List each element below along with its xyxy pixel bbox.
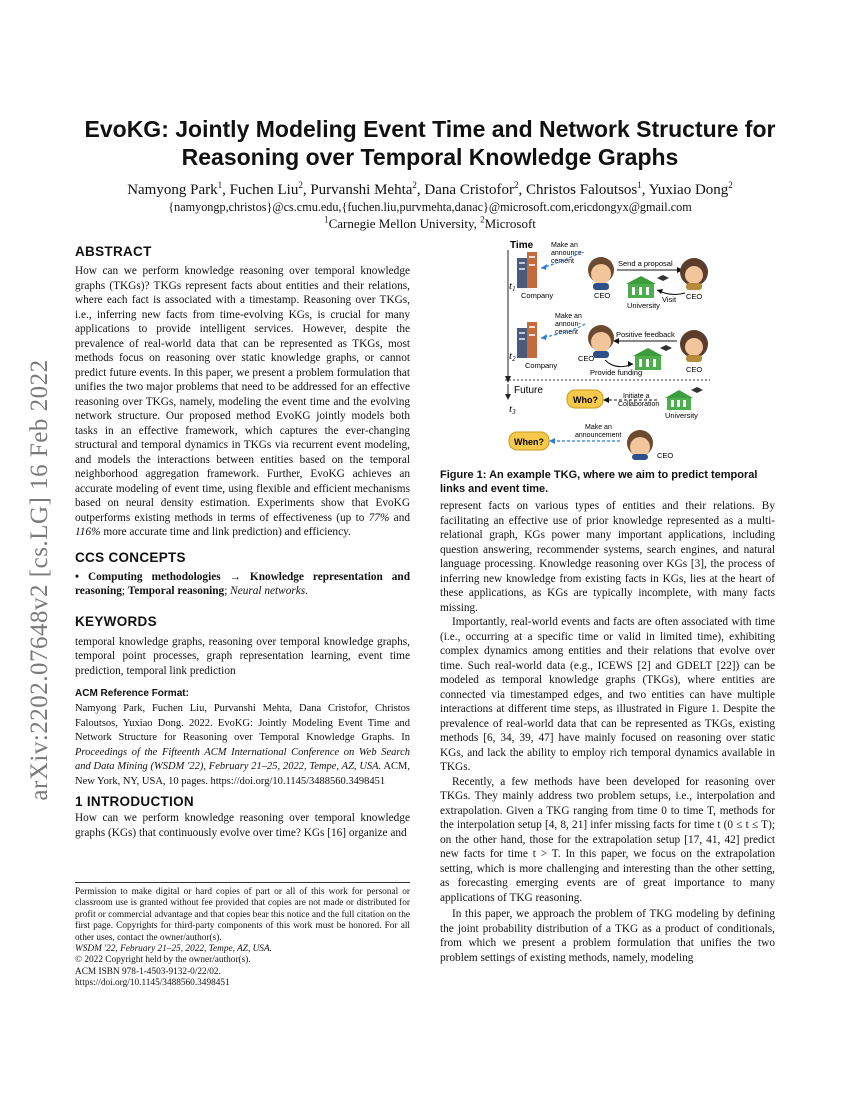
svg-text:CEO: CEO [657, 451, 674, 460]
university-icon-3 [665, 387, 703, 410]
acm-ref-heading: ACM Reference Format: [75, 688, 189, 699]
university-label-3: University [665, 411, 698, 420]
author-list [80, 181, 780, 199]
positive-feedback-label: Positive feedback [616, 330, 675, 339]
arxiv-stamp [20, 300, 60, 860]
ann-2-l3: cement [555, 329, 578, 336]
author: Dana Cristofor$^2$, [424, 180, 526, 198]
paper-title [80, 115, 780, 171]
ceo-avatar-4 [680, 330, 708, 362]
doi-text: https://doi.org/10.1145/3488560.3498451 [75, 978, 230, 989]
initiate-l2: Collaboration [618, 401, 660, 408]
right-column [440, 499, 775, 965]
intro-paragraph-1: represent facts on various types of entities and their relations. By facilitating an effective use of prior knowledge represented as a multi-relational graph, KGs power many important applications, including question answering, recommender systems, search engines, and natural language processing. Knowledge reasoning over KGs [3], the process of inferring new knowledge from existing facts in KGs, lies at the heart of these applications, as KGs are typically incomplete, with many facts missing. [440, 500, 775, 614]
arxiv-id: arXiv:2202.07648v2 [cs.LG] 16 Feb 2022 [26, 359, 53, 801]
intro-paragraph-2: Importantly, real-world events and facts are often associated with time (i.e., occurring at a specific time or valid in limited time), exhibiting complex dynamics among entities and their relations that evolve over time. Such real-world data (e.g., ICEWS [2] and GDELT [22]) can be modeled as temporal knowledge graphs (TKGs), where entities are connected via timestamped edges, and two entities can have multiple interactions at different time steps, as illustrated in Figure 1. Despite the prevalence of real-world data that can be represented as TKGs, existing methods [6, 34, 39, 47] have mainly focused on reasoning over static KGs, and lack the ability to employ rich temporal dynamics available in TKGs. [440, 616, 775, 773]
intro-left-text: How can we perform knowledge reasoning over temporal knowledge graphs (KGs) that continuously evolve over time? KGs [16] organize and [75, 812, 410, 839]
svg-text:CEO: CEO [686, 292, 703, 301]
send-proposal-label: Send a proposal [618, 259, 673, 268]
ann-3-l2: announcement [575, 432, 622, 439]
title-line-2: Reasoning over Temporal Knowledge Graphs [181, 144, 679, 170]
time-label: Time [510, 240, 534, 251]
ccs-heading: CCS CONCEPTS [75, 549, 186, 565]
future-label: Future [514, 385, 543, 396]
author: Purvanshi Mehta$^2$, [310, 180, 425, 198]
author: Christos Faloutsos$^1$, [525, 180, 649, 198]
company-label: Company [521, 291, 554, 300]
figure-1-illustration [505, 238, 710, 460]
ann-3-l1: Make an [585, 424, 612, 431]
figure-1-caption: Figure 1: An example TKG, where we aim to predict temporal links and event time. [440, 469, 758, 495]
figure-1 [505, 238, 710, 460]
ann-1-l3: cement [551, 258, 574, 265]
ceo-avatar-1 [588, 257, 614, 290]
ccs-text: • Computing methodologies → Knowledge representation and reasoning; Temporal reasoning; Neural networks. [75, 570, 410, 597]
provide-funding-label: Provide funding [590, 368, 643, 377]
copyright-text: © 2022 Copyright held by the owner/author(s). [75, 955, 251, 966]
ann-1-l2: announce- [551, 250, 585, 257]
title-line-1: EvoKG: Jointly Modeling Event Time and Network Structure for [84, 116, 776, 142]
copyright-footnote [75, 882, 410, 990]
author: Namyong Park$^1$, [127, 180, 230, 198]
permission-text: Permission to make digital or hard copies of part or all of this work for personal or classroom use is granted without fee provided that copies are not made or distributed for profit or commercial advantage and that copies bear this notice and the full citation on the first page. Copyrights for third-party components of this work must be honored. For all other uses, contact the owner/author(s). [75, 887, 410, 943]
university-icon-2 [633, 345, 672, 370]
university-label-1: University [627, 301, 660, 310]
intro-heading: 1 INTRODUCTION [75, 794, 194, 809]
who-label: Who? [573, 395, 598, 405]
keywords-heading: KEYWORDS [75, 613, 157, 629]
t2-label: t2 [509, 350, 516, 363]
company-building-1 [517, 252, 537, 288]
company-building-2 [517, 322, 537, 358]
svg-text:CEO: CEO [578, 354, 595, 363]
ann-2-l2: announ- [555, 321, 581, 328]
author: Fuchen Liu$^2$, [229, 180, 311, 198]
intro-paragraph-3: Recently, a few methods have been developed for reasoning over TKGs. They mainly address two problem setups, i.e., interpolation and extrapolation. Given a TKG ranging from time 0 to time T, methods for the interpolation setup [4, 8, 21] infer missing facts for time t (0 ≤ t ≤ T); on the other hand, those for the extrapolation setup [17, 41, 42] predict new facts for time t > T. In this paper, we focus on the extrapolation setting, which is more challenging and interesting than the other setting, as forecasting emerging events are of great importance to many applications of TKG reasoning. [440, 775, 775, 904]
abstract-text: How can we perform knowledge reasoning over temporal knowledge graphs (TKGs)? TKGs represent facts about entities and their relations, where each fact is associated with a timestamp. Reasoning over TKGs, i.e., inferring new facts from time-evolving KGs, is crucial for many applications to provide intelligent services. However, despite the prevalence of real-world data that can be represented as TKGs, most methods focus on reasoning over static knowledge graphs, or cannot predict future events. In this paper, we present a problem formulation that unifies the two major problems that need to be addressed for an effective reasoning over TKGs, namely, modeling the event time and the evolving network structure. Our proposed method EvoKG jointly models both tasks in an effective framework, which captures the ever-changing structural and temporal dynamics in TKGs via recurrent event modeling, and models the interactions between entities based on the temporal neighborhood aggregation framework. Further, EvoKG achieves an accurate modeling of event time, using flexible and efficient mechanisms based on neural density estimation. Experiments show that EvoKG outperforms existing methods in terms of effectiveness (up to 77% and 116% more accurate time and link prediction) and efficiency. [75, 265, 410, 538]
left-column [75, 243, 410, 840]
t1-label: t1 [509, 280, 516, 293]
initiate-l1: Initiate a [623, 393, 650, 400]
author-emails: {namyongp,christos}@cs.cmu.edu,{fuchen.liu,purvmehta,danac}@microsoft.com,ericdongyx@gmail.com [168, 200, 692, 214]
ceo-label-1: CEO [594, 291, 611, 300]
svg-text:Company: Company [525, 361, 558, 370]
keywords-text: temporal knowledge graphs, reasoning over temporal knowledge graphs, temporal point processes, graph representation learning, event time prediction, temporal link prediction [75, 635, 410, 677]
ann-2-l1: Make an [555, 313, 582, 320]
ceo-avatar-5 [627, 430, 653, 460]
abstract-heading: ABSTRACT [75, 244, 152, 259]
svg-text:CEO: CEO [686, 365, 703, 374]
isbn-text: ACM ISBN 978-1-4503-9132-0/22/02. [75, 966, 221, 977]
t3-label: t3 [509, 403, 516, 416]
when-label: When? [514, 437, 544, 447]
visit-label: Visit [662, 295, 677, 304]
acm-ref-text: Namyong Park, Fuchen Liu, Purvanshi Mehta, Dana Cristofor, Christos Faloutsos, Yuxiao Dong. 2022. EvoKG: Jointly Modeling Event Time and Network Structure for Reasoning over Temporal Knowledge Graphs. In Proceedings of the Fifteenth ACM International Conference on Web Search and Data Mining (WSDM '22), February 21–25, 2022, Tempe, AZ, USA. ACM, New York, NY, USA, 10 pages. https://doi.org/10.1145/3488560.3498451 [75, 703, 410, 787]
venue-text: WSDM '22, February 21–25, 2022, Tempe, AZ, USA. [75, 944, 272, 955]
affiliations: $^1$Carnegie Mellon University, $^2$Microsoft [324, 214, 536, 231]
ceo-avatar-2 [680, 258, 708, 290]
ann-1-l1: Make an [551, 242, 578, 249]
intro-paragraph-4: In this paper, we approach the problem of TKG modeling by defining the joint probability distribution of a TKG as a product of conditionals, from which we present a problem formulation that unifies the two problem settings of existing methods, namely, modeling [440, 908, 775, 964]
author: Yuxiao Dong$^2$ [648, 180, 733, 198]
